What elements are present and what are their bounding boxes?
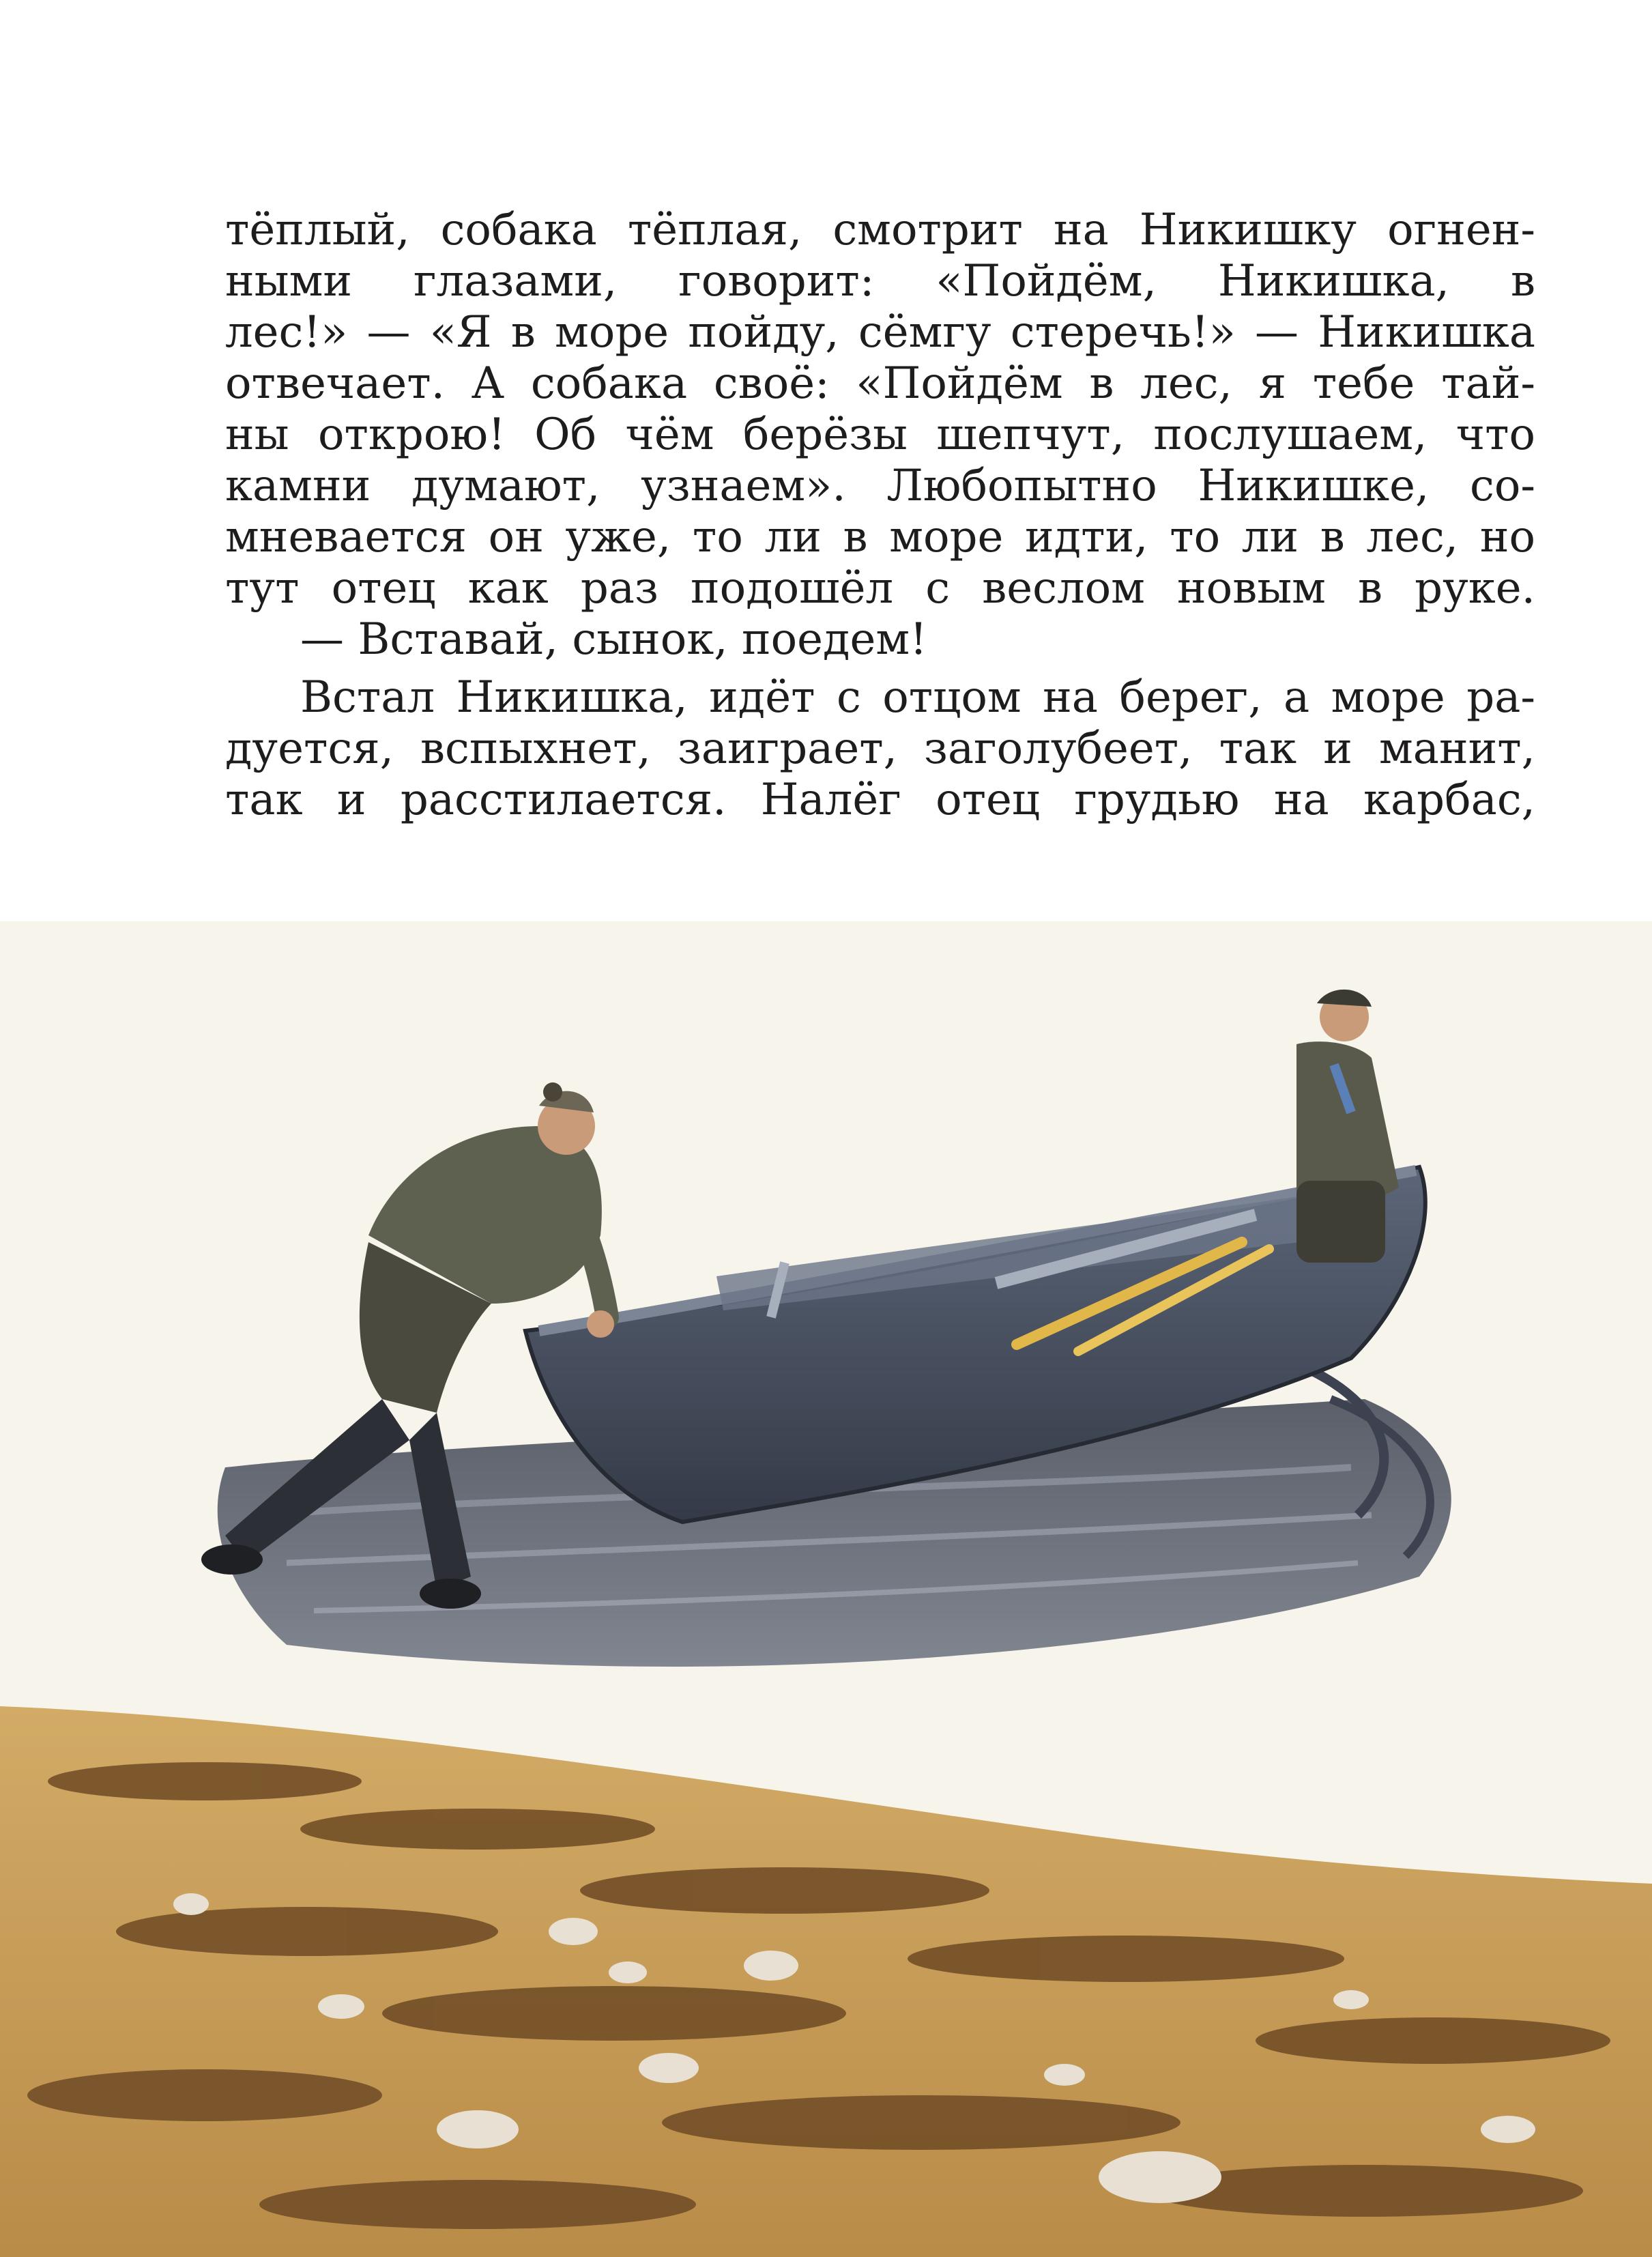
text-line: тёплый, собака тёплая, смотрит на Никишку огнен- <box>225 205 1535 255</box>
text-line: ны открою! Об чём берёзы шепчут, послушаем, что <box>225 409 1535 460</box>
text-line: отвечает. А собака своё: «Пойдём в лес, я тебе тай- <box>225 358 1535 409</box>
story-text <box>225 205 1535 826</box>
text-line: лес!» — «Я в море пойду, сёмгу стеречь!» — Никишка <box>225 307 1535 358</box>
text-line: дуется, вспыхнет, заиграет, заголубеет, так и манит, <box>225 723 1535 774</box>
text-line: камни думают, узнаем». Любопытно Никишке, со- <box>225 461 1535 511</box>
text-line: тут отец как раз подошёл с веслом новым в руке. <box>225 563 1535 614</box>
text-line: ными глазами, говорит: «Пойдём, Никишка, в <box>225 256 1535 306</box>
dialogue-line: — Вставай, сынок, поедем! <box>300 614 927 665</box>
text-line: так и расстилается. Налёг отец грудью на карбас, <box>225 775 1535 825</box>
text-line: Встал Никишка, идёт с отцом на берег, а море ра- <box>300 672 1535 723</box>
text-line: мневается он уже, то ли в море идти, то ли в лес, но <box>225 512 1535 562</box>
boat-illustration <box>0 921 1652 2257</box>
